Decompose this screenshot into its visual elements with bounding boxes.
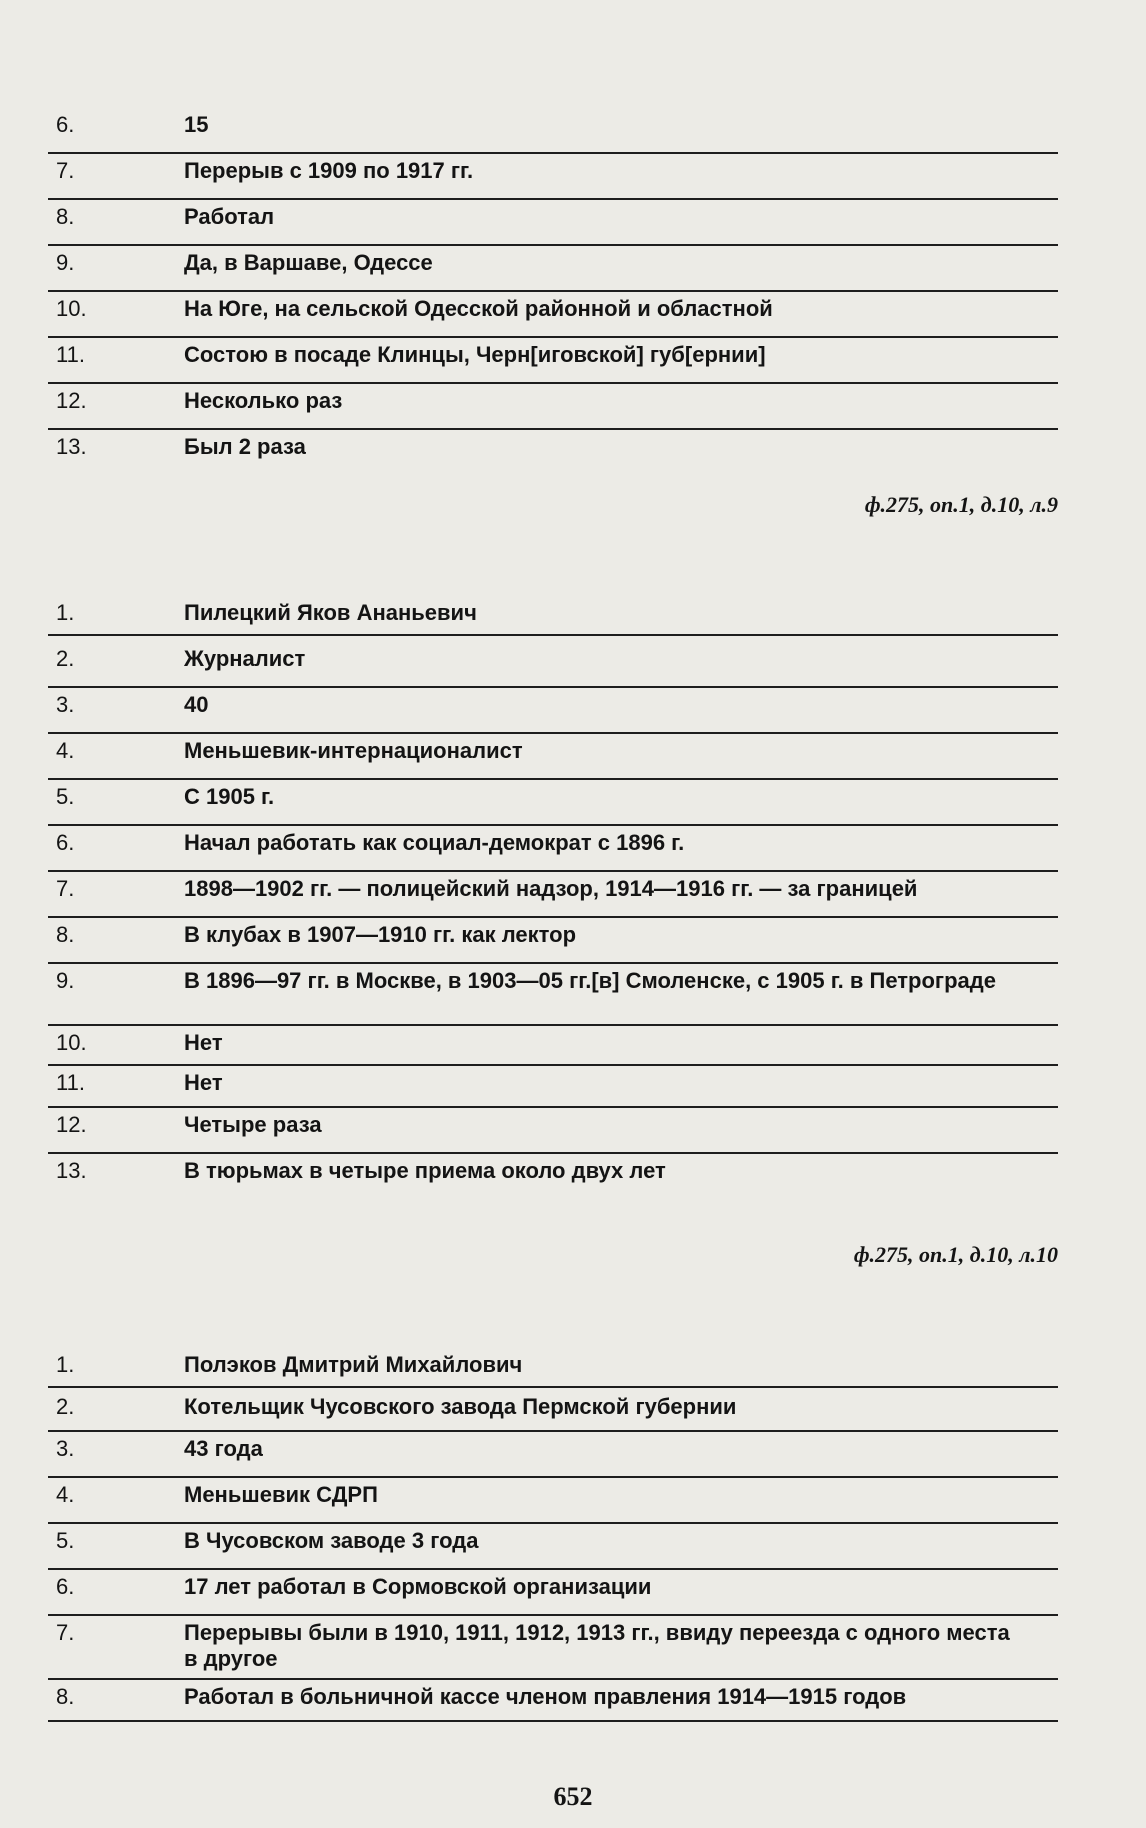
row-number: 8. (56, 204, 75, 229)
table-row (48, 1684, 1058, 1722)
table-row (48, 1112, 1058, 1154)
table-row (48, 342, 1058, 384)
row-number: 13. (56, 1158, 87, 1183)
table-row (48, 1158, 1058, 1192)
row-number: 9. (56, 968, 75, 993)
record-section (48, 1352, 1058, 1722)
table-row (48, 646, 1058, 688)
row-number: 4. (56, 1482, 75, 1507)
row-number: 1. (56, 600, 75, 625)
row-number: 6. (56, 112, 75, 137)
table-row (48, 388, 1058, 430)
table-row (48, 968, 1058, 1026)
row-text: Четыре раза (184, 1112, 322, 1137)
row-text: Состою в посаде Клинцы, Черн[иговской] губ[ернии] (184, 342, 766, 367)
table-row (48, 1030, 1058, 1066)
row-number: 4. (56, 738, 75, 763)
row-text: На Юге, на сельской Одесской районной и областной (184, 296, 773, 321)
row-text: 15 (184, 112, 209, 137)
row-number: 10. (56, 1030, 87, 1055)
row-text: Перерыв с 1909 по 1917 гг. (184, 158, 474, 183)
table-row (48, 1352, 1058, 1388)
table-row (48, 1394, 1058, 1432)
table-row (48, 250, 1058, 292)
row-text: Работал в больничной кассе членом правления 1914—1915 годов (184, 1684, 907, 1709)
row-number: 11. (56, 342, 85, 367)
row-number: 7. (56, 876, 75, 901)
table-row (48, 1070, 1058, 1108)
row-number: 8. (56, 1684, 75, 1709)
row-text: Работал (184, 204, 275, 229)
row-text: В Чусовском заводе 3 года (184, 1528, 479, 1553)
row-text: Полэков Дмитрий Михайлович (184, 1352, 523, 1377)
row-text: Котельщик Чусовского завода Пермской губернии (184, 1394, 737, 1419)
row-number: 6. (56, 830, 75, 855)
row-number: 3. (56, 692, 75, 717)
archive-reference: ф.275, оп.1, д.10, л.10 (853, 1242, 1058, 1267)
row-number: 3. (56, 1436, 75, 1461)
table-row (48, 692, 1058, 734)
row-text: Несколько раз (184, 388, 343, 413)
table-row (48, 434, 1058, 470)
record-section (48, 600, 1058, 1192)
row-number: 7. (56, 1620, 75, 1645)
row-number: 7. (56, 158, 75, 183)
table-row (48, 1528, 1058, 1570)
table-row (48, 830, 1058, 872)
record-section (48, 112, 1058, 470)
row-number: 11. (56, 1070, 85, 1095)
page-number: 652 (553, 1782, 593, 1811)
row-text: 43 года (184, 1436, 263, 1461)
table-row (48, 600, 1058, 636)
row-text: Нет (184, 1070, 223, 1095)
row-number: 9. (56, 250, 75, 275)
table-row (48, 922, 1058, 964)
row-text: С 1905 г. (184, 784, 275, 809)
row-text: Пилецкий Яков Ананьевич (184, 600, 477, 625)
table-row (48, 1574, 1058, 1616)
row-number: 5. (56, 1528, 75, 1553)
row-number: 6. (56, 1574, 75, 1599)
row-text: Меньшевик СДРП (184, 1482, 378, 1507)
row-number: 10. (56, 296, 87, 321)
table-row (48, 204, 1058, 246)
row-text: Да, в Варшаве, Одессе (184, 250, 433, 275)
row-text: 17 лет работал в Сормовской организации (184, 1574, 652, 1599)
table-row (48, 112, 1058, 154)
row-number: 8. (56, 922, 75, 947)
row-number: 2. (56, 646, 75, 671)
archive-reference: ф.275, оп.1, д.10, л.9 (864, 492, 1058, 517)
table-row (48, 1482, 1058, 1524)
row-text: В клубах в 1907—1910 гг. как лектор (184, 922, 577, 947)
row-number: 13. (56, 434, 87, 459)
row-text: Журналист (184, 646, 306, 671)
row-text: Начал работать как социал-демократ с 1896 г. (184, 830, 685, 855)
row-number: 1. (56, 1352, 75, 1377)
row-number: 12. (56, 1112, 87, 1137)
row-number: 2. (56, 1394, 75, 1419)
table-row (48, 1436, 1058, 1478)
row-text: В тюрьмах в четыре приема около двух лет (184, 1158, 666, 1183)
row-number: 5. (56, 784, 75, 809)
table-row (48, 1620, 1058, 1680)
row-text: Нет (184, 1030, 223, 1055)
table-row (48, 876, 1058, 918)
table-row (48, 296, 1058, 338)
row-text: В 1896—97 гг. в Москве, в 1903—05 гг.[в] Смоленске, с 1905 г. в Петрограде (184, 968, 996, 993)
table-row (48, 784, 1058, 826)
row-text: Был 2 раза (184, 434, 306, 459)
row-number: 12. (56, 388, 87, 413)
row-text: 1898—1902 гг. — полицейский надзор, 1914—1916 гг. — за границей (184, 876, 918, 901)
table-row (48, 158, 1058, 200)
table-row (48, 738, 1058, 780)
row-text: Меньшевик-интернационалист (184, 738, 523, 763)
row-text: 40 (184, 692, 209, 717)
row-text: Перерывы были в 1910, 1911, 1912, 1913 гг., ввиду переезда с одного места в другое (184, 1620, 1010, 1671)
